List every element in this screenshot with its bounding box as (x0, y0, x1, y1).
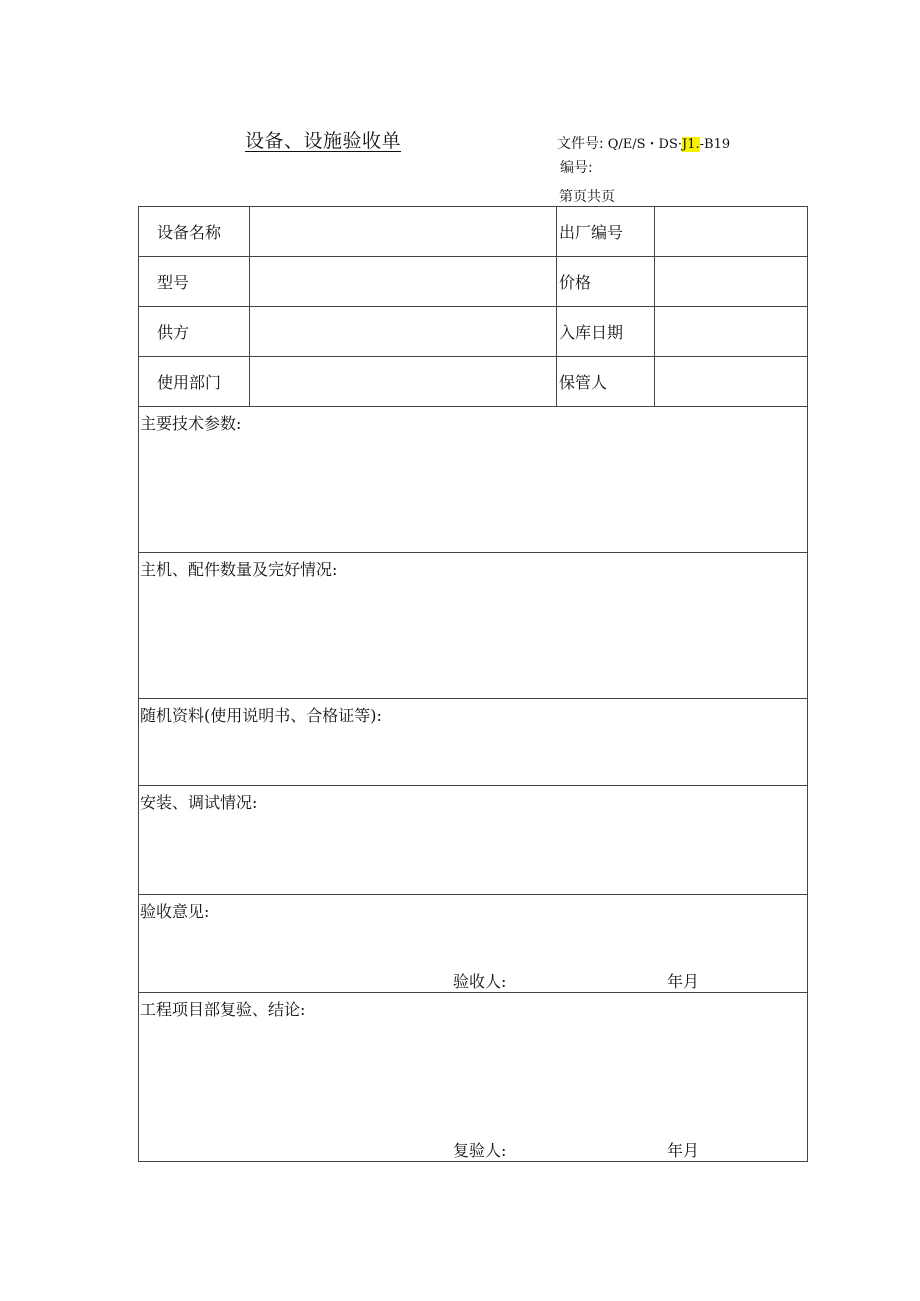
main-parts-cell[interactable] (139, 553, 808, 699)
label-department: 使用部门 (139, 357, 250, 407)
page-count-label: 第页共页 (559, 189, 615, 205)
serial-number-label: 编号: (560, 160, 593, 176)
install-cell[interactable] (139, 786, 808, 895)
file-number-highlight: J1. (682, 137, 700, 152)
label-custodian: 保管人 (557, 357, 655, 407)
field-storage-date[interactable] (655, 307, 808, 357)
file-number-prefix: Q/E/S・DS· (607, 137, 682, 152)
acceptance-signer-label: 验收人: (453, 972, 507, 991)
tech-params-cell[interactable] (139, 407, 808, 553)
main-parts-label: 主机、配件数量及完好情况: (140, 560, 338, 579)
label-supplier: 供方 (139, 307, 250, 357)
acceptance-cell[interactable] (139, 895, 808, 993)
review-cell[interactable] (139, 993, 808, 1162)
documents-label: 随机资料(使用说明书、合格证等): (140, 706, 382, 725)
label-storage-date: 入库日期 (557, 307, 655, 357)
acceptance-label: 验收意见: (140, 902, 210, 921)
section-acceptance (139, 895, 808, 993)
label-model: 型号 (139, 257, 250, 307)
form-title: 设备、设施验收单 (245, 130, 402, 152)
file-number-label: 文件号: (557, 136, 604, 152)
acceptance-date-label: 年月 (667, 972, 700, 991)
field-price[interactable] (655, 257, 808, 307)
info-row-model (139, 257, 808, 307)
install-label: 安装、调试情况: (140, 793, 258, 812)
section-tech-params (139, 407, 808, 553)
acceptance-form (138, 206, 808, 1162)
section-review (139, 993, 808, 1162)
review-signer-label: 复验人: (453, 1141, 507, 1160)
field-equipment-name[interactable] (250, 207, 557, 257)
label-price: 价格 (557, 257, 655, 307)
field-department[interactable] (250, 357, 557, 407)
file-number-suffix: -B19 (699, 137, 731, 152)
section-main-parts (139, 553, 808, 699)
field-supplier[interactable] (250, 307, 557, 357)
info-row-equipment-name (139, 207, 808, 257)
review-date-label: 年月 (667, 1141, 700, 1160)
label-equipment-name: 设备名称 (139, 207, 250, 257)
section-documents (139, 699, 808, 786)
review-label: 工程项目部复验、结论: (140, 1000, 306, 1019)
field-model[interactable] (250, 257, 557, 307)
section-install (139, 786, 808, 895)
file-number-value (608, 137, 730, 152)
documents-cell[interactable] (139, 699, 808, 786)
field-custodian[interactable] (655, 357, 808, 407)
file-number (557, 133, 730, 153)
info-row-supplier (139, 307, 808, 357)
field-factory-number[interactable] (655, 207, 808, 257)
label-factory-number: 出厂编号 (557, 207, 655, 257)
tech-params-label: 主要技术参数: (140, 414, 242, 433)
info-row-department (139, 357, 808, 407)
